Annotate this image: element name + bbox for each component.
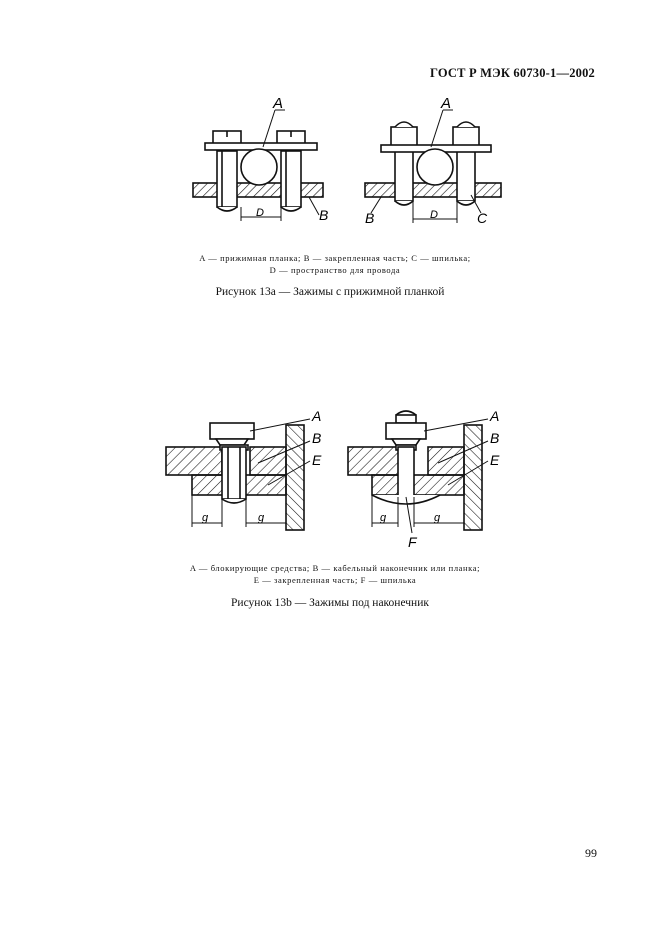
label-13b-right-g1: g — [380, 512, 387, 524]
terminal-13b-left — [166, 419, 310, 530]
label-13a-right-B: B — [365, 210, 375, 226]
label-13b-right-g2: g — [434, 512, 441, 524]
label-13b-left-g1: g — [202, 512, 209, 524]
page-header: ГОСТ Р МЭК 60730-1—2002 — [430, 66, 595, 80]
label-13b-right-A: A — [490, 408, 500, 424]
label-13a-left-D: D — [256, 207, 264, 219]
legend-13b-line2: E — закрепленная часть; F — шпилька — [253, 575, 417, 585]
caption-13b: Рисунок 13b — Зажимы под наконечник — [231, 597, 429, 609]
legend-13a-line2: D — пространство для провода — [269, 265, 401, 275]
label-13a-left-A: A — [273, 95, 284, 112]
caption-13a: Рисунок 13а — Зажимы с прижимной планкой — [215, 286, 445, 298]
clamp-13a-right — [365, 110, 501, 223]
label-13b-left-E: E — [312, 452, 322, 468]
legend-13a — [160, 252, 510, 276]
label-13b-right-E: E — [490, 452, 500, 468]
legend-13b-line1: A — блокирующие средства; B — кабельный наконечник или планка; — [189, 563, 481, 573]
label-13a-left-B: B — [319, 207, 329, 223]
label-13a-right-A: A — [441, 95, 452, 112]
terminal-13b-right — [348, 411, 488, 533]
legend-13b — [160, 562, 510, 586]
legend-13a-line1: A — прижимная планка; B — закрепленная часть; C — шпилька; — [199, 253, 471, 263]
label-13a-right-D: D — [430, 209, 438, 221]
label-13a-right-C: C — [477, 210, 488, 226]
label-13b-left-A: A — [312, 408, 322, 424]
label-13b-left-g2: g — [258, 512, 265, 524]
figure-13a-drawing — [185, 95, 505, 235]
figure-13b-drawing — [158, 405, 504, 550]
label-13b-right-F: F — [408, 534, 417, 550]
page-number: 99 — [585, 846, 597, 860]
label-13b-right-B: B — [490, 430, 500, 446]
label-13b-left-B: B — [312, 430, 322, 446]
clamp-13a-left — [193, 110, 323, 221]
